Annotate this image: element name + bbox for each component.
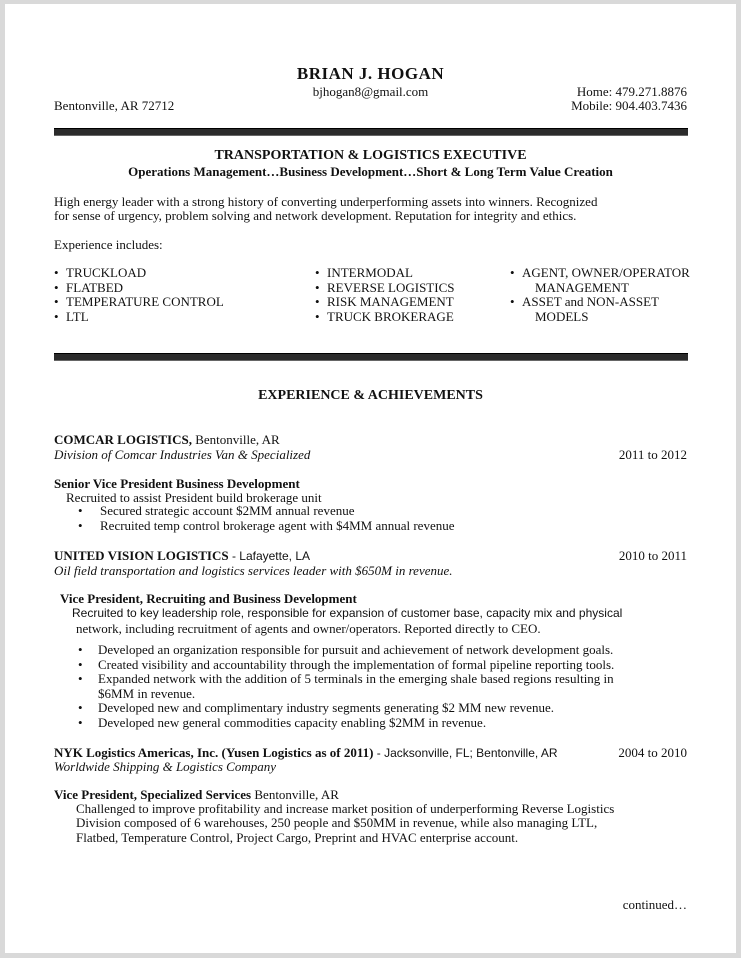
uvl-description-line1: Recruited to key leadership role, responsible for expansion of customer base, capacity mix and physical — [72, 606, 623, 620]
comcar-company-line: COMCAR LOGISTICS, Bentonville, AR — [54, 432, 280, 447]
comcar-achievements — [78, 504, 455, 533]
list-item: • Developed new and complimentary industry segments generating $2 MM new revenue. — [78, 700, 554, 715]
skills-column-1 — [54, 266, 224, 324]
uvl-tagline: Oil field transportation and logistics services leader with $650M in revenue. — [54, 563, 453, 578]
summary-title: TRANSPORTATION & LOGISTICS EXECUTIVE — [214, 148, 527, 163]
nyk-dates: 2004 to 2010 — [618, 745, 687, 760]
list-item: • TRUCKLOAD — [54, 265, 147, 280]
comcar-role: Senior Vice President Business Development — [54, 476, 300, 491]
comcar-division: Division of Comcar Industries Van & Specialized — [54, 447, 311, 462]
candidate-name: BRIAN J. HOGAN — [296, 64, 445, 83]
list-item: • LTL — [54, 308, 89, 324]
list-item: • REVERSE LOGISTICS — [315, 279, 455, 295]
list-item: • Created visibility and accountability through the implementation of formal pipeline reporting tools. — [78, 656, 615, 672]
list-item: • Secured strategic account $2MM annual revenue — [78, 503, 355, 518]
list-item: • FLATBED — [54, 279, 124, 295]
list-item: • Recruited temp control brokerage agent with $4MM annual revenue — [78, 517, 455, 533]
uvl-role: Vice President, Recruiting and Business Development — [60, 591, 357, 606]
nyk-company-line: NYK Logistics Americas, Inc. (Yusen Logistics as of 2011) - Jacksonville, FL; Bentonville, AR — [54, 745, 558, 760]
uvl-achievements: • Developed an organization responsible for pursuit and achievement of network development goals. • Created visibility and accountability through the implementation of formal pipeline reporting tools. • Expanded network with the addition of 5 terminals in the emerging shale based regions resulting in $6MM in revenue. • Developed new and complimentary industry segments generating $2 MM new revenue. • Developed new general commodities capacity enabling $2MM in revenue. — [78, 642, 615, 730]
nyk-description-line2: Division composed of 6 warehouses, 250 people and $50MM in revenue, while also managing LTL, — [76, 815, 598, 830]
nyk-description-line3: Flatbed, Temperature Control, Project Cargo, Preprint and HVAC enterprise account. — [76, 830, 519, 845]
summary-subtitle: Operations Management…Business Development…Short & Long Term Value Creation — [128, 164, 613, 179]
location: Bentonville, AR 72712 — [54, 98, 175, 113]
list-item: • RISK MANAGEMENT — [315, 294, 454, 309]
uvl-company-line: UNITED VISION LOGISTICS - Lafayette, LA — [54, 548, 310, 563]
list-item: • INTERMODAL — [315, 265, 413, 280]
list-item: • Developed new general commodities capacity enabling $2MM in revenue. — [78, 714, 487, 730]
resume-page — [5, 4, 736, 953]
summary-divider — [54, 353, 688, 361]
mobile-phone: Mobile: 904.403.7436 — [571, 98, 687, 113]
nyk-role-line: Vice President, Specialized Services Bentonville, AR — [54, 787, 339, 802]
header-divider — [54, 128, 688, 136]
list-item: • ASSET and NON-ASSET — [510, 294, 659, 309]
list-item: • Developed an organization responsible for pursuit and achievement of network development goals. — [78, 642, 614, 657]
email: bjhogan8@gmail.com — [312, 84, 429, 99]
list-item: • AGENT, OWNER/OPERATOR — [510, 265, 690, 280]
uvl-description-line2: network, including recruitment of agents and owner/operators. Reported directly to CEO. — [76, 621, 541, 636]
list-item: • TRUCK BROKERAGE — [315, 308, 454, 324]
skills-column-3: • AGENT, OWNER/OPERATOR MANAGEMENT • ASSET and NON-ASSET MODELS — [510, 265, 690, 324]
summary-paragraph-line2: for sense of urgency, problem solving and network development. Reputation for integrity and ethics. — [54, 208, 577, 223]
nyk-tagline: Worldwide Shipping & Logistics Company — [54, 759, 276, 774]
list-item: • TEMPERATURE CONTROL — [54, 294, 224, 309]
nyk-description-line1: Challenged to improve profitability and increase market position of underperforming Reverse Logistics — [76, 801, 615, 816]
skills-column-2 — [315, 266, 454, 324]
experience-heading: EXPERIENCE & ACHIEVEMENTS — [258, 388, 483, 403]
summary-paragraph-line1: High energy leader with a strong history of converting underperforming assets into winners. Recognized — [54, 194, 598, 209]
list-item: • Expanded network with the addition of 5 terminals in the emerging shale based regions resulting in — [78, 671, 614, 686]
comcar-description: Recruited to assist President build brokerage unit — [66, 490, 322, 505]
uvl-dates: 2010 to 2011 — [618, 548, 687, 563]
home-phone: Home: 479.271.8876 — [576, 84, 687, 99]
continued-note: continued… — [622, 897, 687, 912]
comcar-dates: 2011 to 2012 — [618, 447, 687, 462]
experience-includes-label: Experience includes: — [54, 237, 163, 252]
